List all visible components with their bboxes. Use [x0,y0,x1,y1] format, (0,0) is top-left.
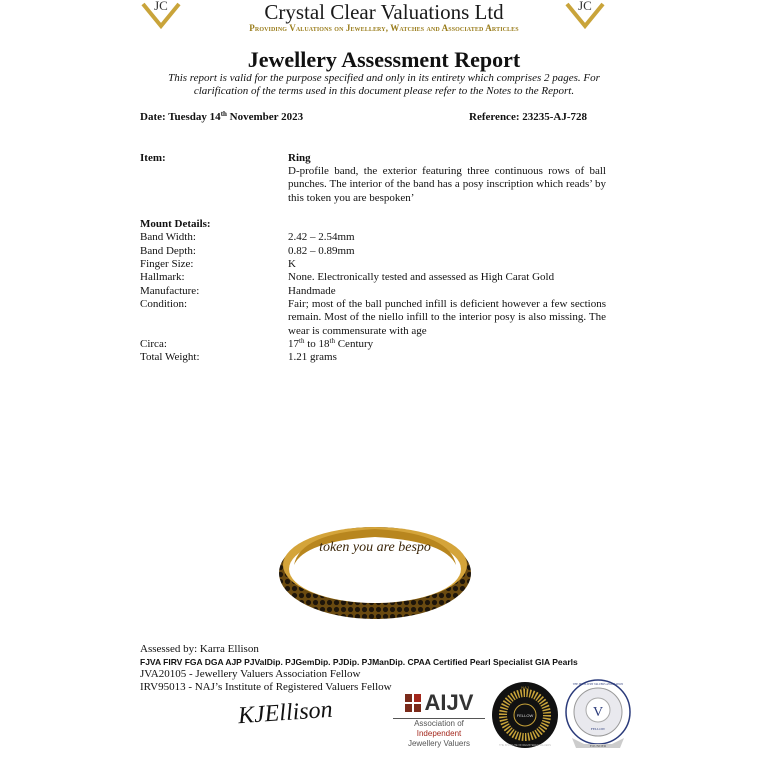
ring-inscription: token you are bespo [319,540,431,555]
hallmark-value: None. Electronically tested and assessed as High Carat Gold [288,271,555,283]
naj-fellow-seal [491,681,559,749]
condition-value: Fair; most of the ball punched infill is deficient however a few sections remain. Most of the niello infill to the interior posy is also missing. The wear is commensurate with age [288,298,606,337]
report-reference: Reference: 23235-AJ-728 [469,111,588,123]
circa-value [288,338,606,351]
aijv-line-2: Independent [416,729,462,738]
item-label: Item: [140,152,166,164]
circa-sup-1: th [299,337,305,345]
jva-seal-ribbon: FOUNDER [589,744,607,748]
naj-top-text: NAJ [521,685,529,690]
hallmark-label: Hallmark: [140,271,185,283]
circa-c: Century [334,338,374,350]
jva-membership: JVA20105 - Jewellery Valuers Association Fellow [140,668,361,680]
intro-line-1: This report is valid for the purpose specified and only in its entirety which comprises 2 pages. For [168,72,600,84]
report-date [140,111,303,123]
circa-b: to 18 [304,338,330,350]
jva-seal-v: V [592,705,604,720]
finger-size-value: K [288,258,296,270]
aijv-squares-icon [405,694,421,712]
report-title: Jewellery Assessment Report [247,47,521,72]
condition-label: Condition: [140,298,188,310]
band-width-label: Band Width: [140,231,196,243]
band-depth-label: Band Depth: [140,245,196,257]
circa-a: 17 [288,338,299,350]
ring-photo [270,515,480,630]
weight-value: 1.21 grams [288,351,337,363]
item-value: Ring [288,152,311,164]
intro-line-2: clarification of the terms used in this document please refer to the Notes to the Report. [193,85,575,97]
company-tagline: Providing Valuations on Jewellery, Watches and Associated Articles [249,23,519,33]
mount-heading: Mount Details: [140,218,211,230]
aijv-line-1: Association of [414,719,464,728]
aijv-mark: AIJV [424,690,474,715]
irv-membership: IRV95013 - NAJ’s Institute of Registered Valuers Fellow [140,681,392,693]
aijv-line-3: Jewellery Valuers [407,739,471,748]
company-name: Crystal Clear Valuations Ltd [264,0,504,24]
date-sup: th [220,110,227,118]
svg-text:JC: JC [154,0,168,13]
band-width-value: 2.42 – 2.54mm [288,231,355,243]
aijv-logo [393,690,485,749]
naj-ring-text: THE INSTITUTE OF REGISTERED VALUERS [499,744,551,747]
weight-label: Total Weight: [140,351,200,363]
date-text-end: November 2023 [226,111,304,123]
item-description: D-profile band, the exterior featuring three continuous rows of ball punches. The interior of the band has a posy inscription which reads’ by this token you are bespoken’ [288,165,606,204]
signature: KJEllison [237,696,334,730]
manufacture-label: Manufacture: [140,285,200,297]
date-text: Date: Tuesday 14 [140,111,221,123]
naj-center-text: FELLOW [516,713,534,718]
jva-seal-ring: THE JEWELLERY VALUERS ASSOCIATION [572,683,624,686]
circa-label: Circa: [140,338,167,350]
qualifications: FJVA FIRV FGA DGA AJP PJValDip. PJGemDip. PJDip. PJManDip. CPAA Certified Pearl Specialist GIA Pearls [140,657,578,667]
assessed-by: Assessed by: Karra Ellison [140,643,259,655]
svg-text:JC: JC [578,0,592,13]
jva-fellow-seal [564,678,632,750]
jva-seal-band: FELLOW [590,727,606,731]
circa-sup-2: th [329,337,335,345]
band-depth-value: 0.82 – 0.89mm [288,245,355,257]
manufacture-value: Handmade [288,285,336,297]
finger-size-label: Finger Size: [140,258,194,270]
